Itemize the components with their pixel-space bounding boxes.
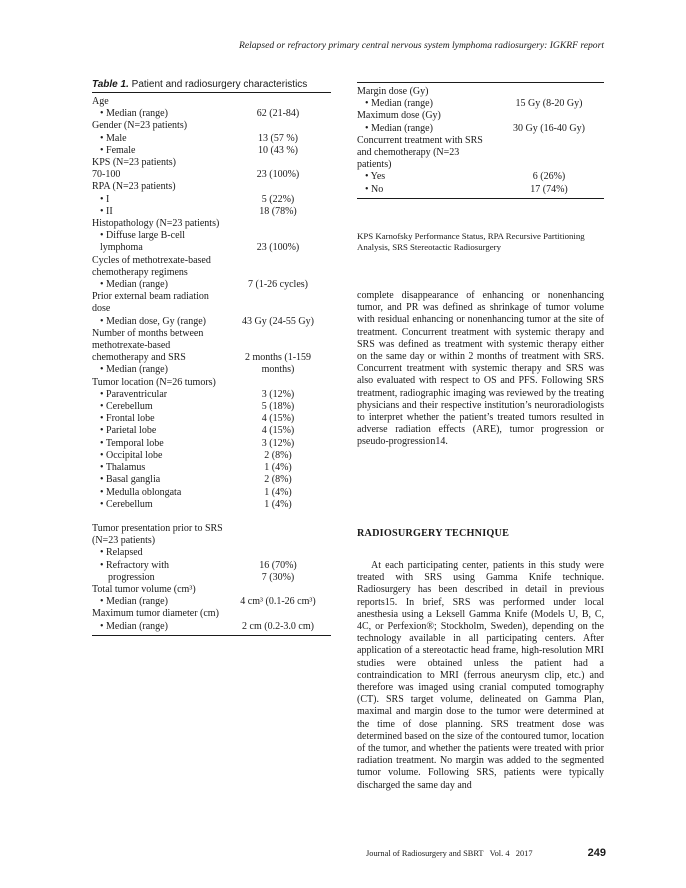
row-label: • Refractory with: [92, 560, 225, 572]
journal-year: 2017: [515, 849, 533, 858]
table-footnote: KPS Karnofsky Performance Status, RPA Recursive Partitioning Analysis, SRS Stereotactic Radiosurgery: [357, 231, 585, 252]
row-label: • Cerebellum: [92, 499, 225, 511]
table-row: [357, 184, 604, 199]
row-label: • No: [357, 184, 494, 196]
row-label: • Occipital lobe: [92, 450, 225, 462]
table-row: [92, 316, 331, 328]
row-value: 4 (15%): [261, 425, 295, 437]
body-paragraph-1: [357, 290, 604, 449]
row-label: • Thalamus: [92, 462, 225, 474]
row-value: 3 (12%): [261, 437, 295, 449]
row-label: • II: [92, 206, 225, 218]
table-top-rule: [357, 82, 604, 199]
row-label: • Median (range): [92, 596, 225, 608]
row-label: • Female: [92, 145, 225, 157]
row-label: Tumor location (N=26 tumors): [92, 376, 216, 388]
table-row: [92, 230, 331, 254]
table-row: [92, 194, 331, 206]
row-label: • Cerebellum: [92, 401, 225, 413]
row-value: 62 (21-84): [256, 108, 300, 120]
table-row: [92, 487, 331, 499]
row-label: RPA (N=23 patients): [92, 181, 176, 193]
table-caption: [92, 79, 331, 93]
row-label: • Median dose, Gy (range): [92, 316, 225, 328]
table-row: [92, 560, 331, 572]
table-row: [92, 133, 331, 145]
row-label: • Paraventricular: [92, 389, 225, 401]
table-row: [92, 255, 331, 279]
page-footer: [366, 847, 606, 859]
table-row: [92, 547, 331, 559]
table-row: [92, 438, 331, 450]
table-row: [357, 171, 604, 183]
row-label: Maximum dose (Gy): [357, 110, 441, 122]
table-row: [92, 608, 331, 620]
table-row: [92, 462, 331, 474]
row-label: • Relapsed: [92, 547, 225, 559]
row-value: 2 (8%): [264, 449, 292, 461]
row-value: 7 (1-26 cycles): [248, 279, 308, 291]
row-label: • Frontal lobe: [92, 413, 225, 425]
row-label: Concurrent treatment with SRS and chemotherapy (N=23 patients): [357, 134, 483, 171]
table-row: [92, 523, 331, 547]
table-row: [92, 621, 331, 636]
row-value: 4 cm³ (0.1-26 cm³): [240, 596, 316, 608]
row-label: • Median (range): [92, 108, 225, 120]
running-header: Relapsed or refractory primary central nervous system lymphoma radiosurgery: IGKRF report: [238, 40, 604, 51]
row-label: • Medulla oblongata: [92, 487, 225, 499]
table-row: [92, 206, 331, 218]
table-row: [92, 413, 331, 425]
journal-volume: Vol. 4: [489, 849, 510, 858]
table-row: [357, 135, 604, 172]
row-label: • Median (range): [357, 98, 494, 110]
row-label: Tumor presentation prior to SRS (N=23 patients): [92, 522, 223, 547]
table-row: [92, 572, 331, 584]
table-row: [92, 145, 331, 157]
table-row: [92, 474, 331, 486]
row-value: 10 (43 %): [258, 144, 298, 156]
row-value: 1 (4%): [264, 462, 292, 474]
table-row: [92, 291, 331, 315]
table-row: [92, 401, 331, 413]
table-body: [92, 96, 331, 636]
row-label: • Temporal lobe: [92, 438, 225, 450]
row-value: 18 (78%): [259, 205, 297, 217]
table-row: [92, 511, 331, 523]
table-row: [92, 279, 331, 291]
row-value: months): [261, 364, 295, 376]
table-row: [357, 110, 604, 122]
table-row: [92, 377, 331, 389]
row-label: • I: [92, 194, 225, 206]
row-label: • Male: [92, 133, 225, 145]
row-value: 5 (22%): [261, 193, 295, 205]
row-label: Cycles of methotrexate-based chemotherapy regimens: [92, 254, 211, 278]
row-label: • Median (range): [92, 364, 225, 376]
row-value: 2 cm (0.2-3.0 cm): [242, 620, 314, 632]
table-row: [92, 499, 331, 511]
paragraph-text: complete disappearance of enhancing or nonenhancing tumor, and PR was defined as shrinkage of tumor volume with residual enhancing or nonenhancing tumor at the site of treatment. Concurrent treatment with systemic therapy and SRS was defined as treatment with systemic therapy either on the same day or within 2 months of treatment with SRS. Concurrent treatment with systemic therapy and SRS was also evaluated with respect to OS and PFS. Following SRS treatment, radiographic imaging was reviewed by the treating physicians and their respective institution’s neuroradiologists to interpret whether the patient’s treated tumors resulted in adverse radiation effects (ARE), tumor progression or pseudo-progression14.: [357, 290, 604, 448]
table-row: [92, 389, 331, 401]
row-value: 23 (100%): [256, 169, 300, 181]
table-row: [92, 328, 331, 365]
table-1: [92, 79, 331, 636]
table-row: [92, 364, 331, 376]
row-value: 1 (4%): [264, 498, 292, 510]
table-row: [357, 86, 604, 98]
table-caption-label: Table 1.: [92, 79, 129, 90]
table-row: [92, 157, 331, 169]
section-heading: RADIOSURGERY TECHNIQUE: [357, 528, 510, 539]
row-label: • Parietal lobe: [92, 425, 225, 437]
row-value: 30 Gy (16-40 Gy): [513, 122, 585, 134]
row-value: 4 (15%): [261, 413, 295, 425]
row-label: • Basal ganglia: [92, 474, 225, 486]
row-value: 3 (12%): [261, 388, 295, 400]
row-value: 15 Gy (8-20 Gy): [515, 98, 583, 110]
row-value: 43 Gy (24-55 Gy): [242, 315, 314, 327]
row-label: Histopathology (N=23 patients): [92, 218, 220, 230]
row-label: Number of months between methotrexate-based chemotherapy and SRS: [92, 327, 204, 364]
table-row: [92, 96, 331, 108]
row-value: 6 (26%): [532, 171, 566, 183]
row-value: 16 (70%): [259, 559, 297, 571]
row-value: 2 (8%): [264, 474, 292, 486]
table-row: [92, 108, 331, 120]
table-row: [357, 98, 604, 110]
row-label: • Median (range): [92, 279, 225, 291]
row-label: • Median (range): [92, 621, 225, 633]
table-row: [92, 450, 331, 462]
row-value: 5 (18%): [261, 401, 295, 413]
page-number: 249: [587, 847, 606, 859]
table-row: [92, 584, 331, 596]
row-label: • Median (range): [357, 123, 494, 135]
table-body-continued: [357, 86, 604, 199]
row-label: • Yes: [357, 171, 494, 183]
table-1-continued: [357, 82, 604, 199]
row-value: 2 months (1-159: [244, 352, 312, 364]
body-paragraph-2: [357, 560, 604, 792]
table-row: [357, 123, 604, 135]
row-label: Margin dose (Gy): [357, 86, 429, 97]
table-row: [92, 169, 331, 181]
row-label: KPS (N=23 patients): [92, 157, 176, 169]
row-label: • Diffuse large B-cell lymphoma: [92, 230, 225, 254]
row-label: Age: [92, 96, 109, 107]
paragraph-text: At each participating center, patients in this study were treated with SRS using Gamma Knife technique. Radiosurgery has been described in detail in previous reports15. In brief, SRS was performed under local anesthesia using a Leksell Gamma Knife (Models U, B, C, 4C, or Perfexion®; Stockholm, Sweden), depending on the technology available in all participating centers. After application of a stereotactic head frame, high-resolution MRI studies were obtained unless the patient had a contraindication to MRI (ferrous aneurysm clip, etc.) and therefore was imaged using cranial computed tomography (CT). SRS target volume, delineated on Gamma Plan, maximal and margin dose to the tumor were determined at the time of dose planning. SRS treatment dose was determined based on the size of the contoured tumor, location of the tumor, and whether the patients were treated with prior radiation treatment. No margin was added to the segmented tumor volume. Following SRS, patients were typically discharged the same day and: [357, 560, 604, 791]
table-row: [92, 596, 331, 608]
table-row: [92, 218, 331, 230]
table-caption-text: Patient and radiosurgery characteristics: [131, 79, 308, 90]
row-value: 1 (4%): [264, 486, 292, 498]
table-row: [92, 120, 331, 132]
table-row: [92, 181, 331, 193]
row-label: Prior external beam radiation dose: [92, 291, 209, 315]
row-value: 13 (57 %): [258, 132, 298, 144]
row-label: Maximum tumor diameter (cm): [92, 608, 219, 620]
row-value: 17 (74%): [530, 183, 568, 195]
row-label: progression: [108, 571, 155, 583]
journal-name: Journal of Radiosurgery and SBRT: [366, 849, 484, 858]
table-row: [92, 425, 331, 437]
row-label: Gender (N=23 patients): [92, 120, 188, 132]
row-value: 23 (100%): [256, 242, 300, 254]
row-value: 7 (30%): [261, 571, 295, 583]
row-label: Total tumor volume (cm³): [92, 583, 196, 595]
row-label: 70-100: [92, 169, 121, 181]
